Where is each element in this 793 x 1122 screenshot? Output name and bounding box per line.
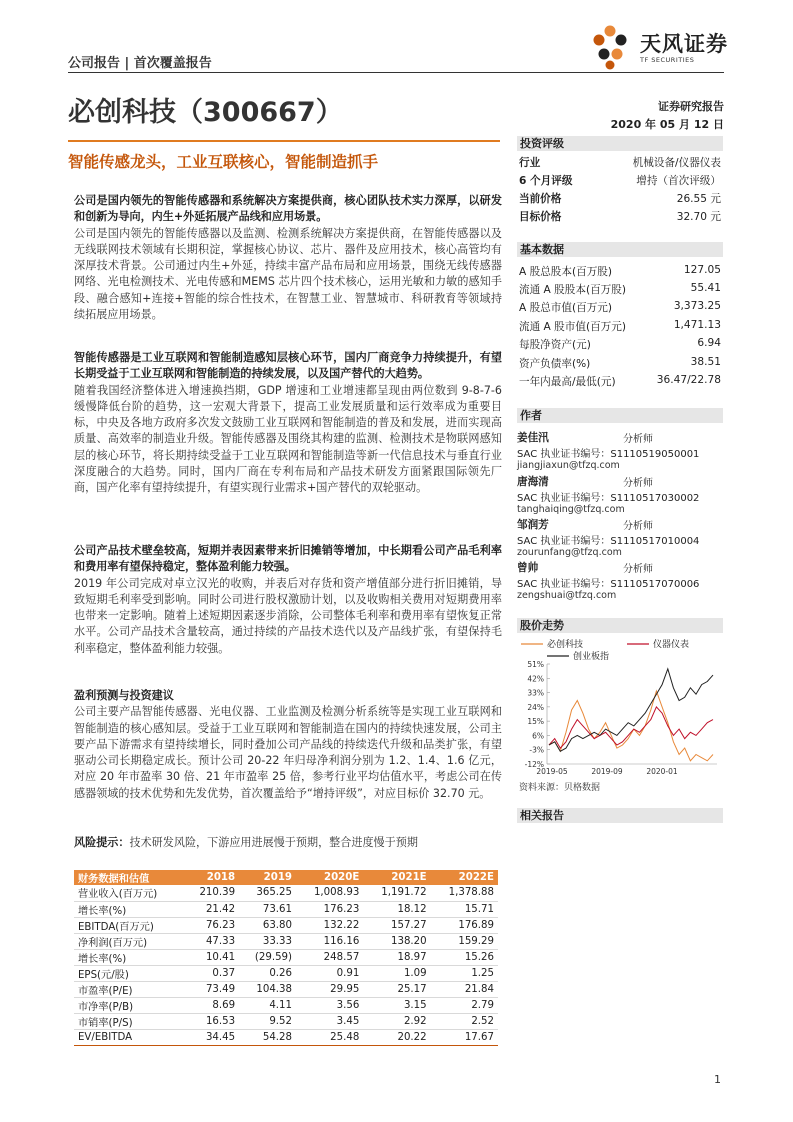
paragraph-body: 随着我国经济整体进入增速换挡期，GDP 增速和工业增速都呈现由两位数到 9-8-7-6 缓慢降低台阶的趋势，这一宏观大背景下，提高工业发展质量和运行效率成为重要目标，中央及各地方政府多次发文鼓励工业互联网和智能制造的普及和发展，进而实现高质量、高效率的制造业升级。智能传感器及围绕其构建的监测、检测技术是物联网感知层的核心环节，将长期持续受益于工业互联网和智能制造等新一代信息技术与垂直行业深度融合的大趋势。同时，国内厂商在专利布局和产品技术研发方面紧跟国际领先厂商，国产化率有望持续提升，有望实现行业需求+国产替代的双轮驱动。 bbox=[74, 383, 502, 495]
table-cell: 54.28 bbox=[239, 1029, 296, 1045]
table-cell: 2.79 bbox=[431, 997, 498, 1013]
table-cell: 63.80 bbox=[239, 917, 296, 933]
table-cell: 176.89 bbox=[431, 917, 498, 933]
paragraph-lead: 智能传感器是工业互联网和智能制造感知层核心环节，国内厂商竞争力持续提升，有望长期受益于工业互联网和智能制造的持续发展，以及国产替代的大趋势。 bbox=[74, 351, 502, 381]
table-cell: 3.45 bbox=[296, 1013, 363, 1029]
paragraph-lead: 公司是国内领先的智能传感器和系统解决方案提供商，核心团队技术实力深厚，以研发和创新为导向，内生+外延拓展产品线和应用场景。 bbox=[74, 194, 502, 224]
table-cell: 0.37 bbox=[184, 965, 239, 981]
table-row bbox=[74, 965, 498, 981]
page-title: 必创科技（300667） bbox=[68, 97, 343, 128]
table-cell: 10.41 bbox=[184, 949, 239, 965]
table-row bbox=[74, 933, 498, 949]
table-row bbox=[74, 1013, 498, 1029]
y-tick-label: 6% bbox=[532, 731, 544, 741]
rating-label: 目标价格 bbox=[519, 211, 562, 223]
table-cell: 29.95 bbox=[296, 981, 363, 997]
y-tick-label: 51% bbox=[527, 660, 544, 669]
basics-value: 55.41 bbox=[690, 282, 721, 294]
series-line bbox=[549, 669, 713, 752]
basics-label: A 股总股本(百万股) bbox=[519, 266, 613, 278]
basics-row bbox=[517, 356, 723, 374]
basics-row bbox=[517, 264, 723, 282]
row-label: 市盈率(P/E) bbox=[74, 981, 184, 997]
table-cell: 15.71 bbox=[431, 901, 498, 917]
header-rule bbox=[68, 72, 724, 73]
table-cell: (29.59) bbox=[239, 949, 296, 965]
rating-value: 增持（首次评级） bbox=[636, 175, 721, 187]
author-email[interactable]: tanghaiqing@tfzq.com bbox=[517, 504, 625, 515]
table-header: 2021E bbox=[363, 870, 430, 885]
x-tick-label: 2019-09 bbox=[591, 767, 623, 776]
table-cell: 20.22 bbox=[363, 1029, 430, 1045]
table-header: 2020E bbox=[296, 870, 363, 885]
basics-label: 一年内最高/最低(元) bbox=[519, 376, 616, 388]
table-cell: 47.33 bbox=[184, 933, 239, 949]
author-entry bbox=[517, 560, 723, 601]
table-cell: 73.49 bbox=[184, 981, 239, 997]
table-cell: 18.97 bbox=[363, 949, 430, 965]
title-rule bbox=[68, 140, 500, 142]
paragraph-lead: 公司产品技术壁垒较高，短期并表因素带来折旧摊销等增加，中长期看公司产品毛利率和费用率有望保持稳定，整体盈利能力较强。 bbox=[74, 544, 502, 574]
rating-heading: 投资评级 bbox=[517, 136, 723, 151]
rating-label: 行业 bbox=[519, 157, 541, 169]
table-cell: 2.52 bbox=[431, 1013, 498, 1029]
basics-label: 资产负债率(%) bbox=[519, 358, 591, 370]
logo-text: 天风证券 bbox=[640, 32, 728, 56]
author-name: 邹润芳 bbox=[517, 519, 549, 531]
table-cell: 3.15 bbox=[363, 997, 430, 1013]
table-cell: 73.61 bbox=[239, 901, 296, 917]
author-entry bbox=[517, 430, 723, 471]
table-cell: 0.26 bbox=[239, 965, 296, 981]
y-tick-label: -3% bbox=[529, 745, 544, 755]
author-role: 分析师 bbox=[623, 478, 653, 489]
basics-heading: 基本数据 bbox=[517, 242, 723, 257]
table-cell: 15.26 bbox=[431, 949, 498, 965]
paragraph-body: 公司是国内领先的智能传感器以及监测、检测系统解决方案提供商，在智能传感器以及无线联网技术领域有长期积淀，掌握核心协议、芯片、器件及应用技术，核心高管均有深厚技术背景。公司通过内生+外延，持续丰富产品布局和应用场景，围绕无线传感器网络、光电检测技术、光电传感和MEMS 芯片四个技术核心，运用光敏和力敏的感知手段、融合感知+连接+智能的综合性技术，在智慧工业、智慧城市、科研教育等领域持续拓展应用场景。 bbox=[74, 226, 502, 322]
row-label: 增长率(%) bbox=[74, 901, 184, 917]
paragraph-body: 2019 年公司完成对卓立汉光的收购，并表后对存货和资产增值部分进行折旧摊销，导致短期毛利率受到影响。同时公司进行股权激励计划，以及收购相关费用对短期费用率也带来一定影响。随着上述短期因素逐步消除，公司整体毛利率和费用率有望恢复正常水平。公司产品技术含量较高，通过持续的产品技术迭代以及产品线扩张，有望保持毛利率稳定，整体盈利能力较强。 bbox=[74, 576, 502, 655]
author-entry bbox=[517, 517, 723, 558]
author-cert: SAC 执业证书编号：S1110517030002 bbox=[517, 493, 700, 504]
legend-label: 创业板指 bbox=[573, 652, 610, 662]
row-label: 市净率(P/B) bbox=[74, 997, 184, 1013]
row-label: 净利润(百万元) bbox=[74, 933, 184, 949]
table-cell: 1,378.88 bbox=[431, 885, 498, 901]
author-name: 姜佳汛 bbox=[517, 432, 549, 444]
basics-row bbox=[517, 300, 723, 318]
paragraph bbox=[74, 193, 502, 323]
table-header: 2018 bbox=[184, 870, 239, 885]
logo-subtext: TF SECURITIES bbox=[640, 56, 695, 64]
author-cert: SAC 执业证书编号：S1110519050001 bbox=[517, 449, 700, 460]
table-header: 2019 bbox=[239, 870, 296, 885]
row-label: 增长率(%) bbox=[74, 949, 184, 965]
basics-value: 6.94 bbox=[697, 337, 721, 349]
page-number: 1 bbox=[714, 1073, 721, 1086]
rating-row bbox=[517, 173, 723, 191]
paragraph bbox=[74, 543, 502, 657]
table-cell: 1,008.93 bbox=[296, 885, 363, 901]
author-name: 曾帅 bbox=[517, 562, 539, 574]
row-label: EBITDA(百万元) bbox=[74, 917, 184, 933]
paragraph-lead: 盈利预测与投资建议 bbox=[74, 689, 174, 702]
table-cell: 34.45 bbox=[184, 1029, 239, 1045]
authors-heading: 作者 bbox=[517, 408, 723, 423]
table-cell: 2.92 bbox=[363, 1013, 430, 1029]
table-cell: 138.20 bbox=[363, 933, 430, 949]
subtitle: 智能传感龙头，工业互联核心，智能制造抓手 bbox=[68, 153, 379, 171]
table-cell: 18.12 bbox=[363, 901, 430, 917]
basics-row bbox=[517, 374, 723, 392]
rating-row bbox=[517, 209, 723, 227]
table-row bbox=[74, 917, 498, 933]
basics-value: 1,471.13 bbox=[673, 319, 721, 331]
author-name: 唐海清 bbox=[517, 476, 549, 488]
table-cell: 9.52 bbox=[239, 1013, 296, 1029]
y-tick-label: 33% bbox=[527, 688, 544, 698]
x-tick-label: 2020-01 bbox=[646, 767, 678, 776]
table-cell: 3.56 bbox=[296, 997, 363, 1013]
table-cell: 0.91 bbox=[296, 965, 363, 981]
rating-value: 机械设备/仪器仪表 bbox=[632, 157, 721, 169]
risk-warning bbox=[74, 834, 418, 850]
y-tick-label: -12% bbox=[524, 760, 544, 769]
table-cell: 1.09 bbox=[363, 965, 430, 981]
basics-value: 38.51 bbox=[690, 356, 721, 368]
table-cell: 132.22 bbox=[296, 917, 363, 933]
table-row bbox=[74, 1029, 498, 1045]
risk-text: 技术研发风险，下游应用进展慢于预期，整合进度慢于预期 bbox=[129, 836, 418, 849]
author-role: 分析师 bbox=[623, 564, 653, 575]
author-role: 分析师 bbox=[623, 521, 653, 532]
legend-label: 必创科技 bbox=[547, 640, 584, 650]
table-cell: 8.69 bbox=[184, 997, 239, 1013]
table-cell: 16.53 bbox=[184, 1013, 239, 1029]
table-cell: 21.84 bbox=[431, 981, 498, 997]
rating-label: 6 个月评级 bbox=[519, 175, 573, 187]
price-chart bbox=[517, 636, 723, 776]
table-cell: 210.39 bbox=[184, 885, 239, 901]
related-heading: 相关报告 bbox=[517, 808, 723, 823]
legend-label: 仪器仪表 bbox=[653, 640, 690, 650]
x-tick-label: 2019-05 bbox=[536, 767, 568, 776]
table-cell: 116.16 bbox=[296, 933, 363, 949]
author-cert: SAC 执业证书编号：S1110517010004 bbox=[517, 536, 700, 547]
table-cell: 21.42 bbox=[184, 901, 239, 917]
table-row bbox=[74, 997, 498, 1013]
table-row bbox=[74, 949, 498, 965]
y-tick-label: 15% bbox=[527, 717, 544, 727]
table-cell: 159.29 bbox=[431, 933, 498, 949]
row-label: EV/EBITDA bbox=[74, 1029, 184, 1045]
basics-value: 3,373.25 bbox=[673, 300, 721, 312]
paragraph bbox=[74, 350, 502, 497]
table-cell: 25.48 bbox=[296, 1029, 363, 1045]
financial-table bbox=[74, 870, 498, 1046]
author-email[interactable]: zourunfang@tfzq.com bbox=[517, 547, 622, 558]
table-cell: 1.25 bbox=[431, 965, 498, 981]
table-cell: 25.17 bbox=[363, 981, 430, 997]
report-category: 公司报告 | 首次覆盖报告 bbox=[68, 56, 212, 71]
table-cell: 33.33 bbox=[239, 933, 296, 949]
table-header: 2022E bbox=[431, 870, 498, 885]
table-cell: 157.27 bbox=[363, 917, 430, 933]
row-label: 营业收入(百万元) bbox=[74, 885, 184, 901]
basics-label: 流通 A 股市值(百万元) bbox=[519, 321, 626, 333]
table-cell: 76.23 bbox=[184, 917, 239, 933]
basics-label: 每股净资产(元) bbox=[519, 339, 591, 351]
author-role: 分析师 bbox=[623, 434, 653, 445]
author-email[interactable]: zengshuai@tfzq.com bbox=[517, 590, 617, 601]
basics-row bbox=[517, 319, 723, 337]
rating-row bbox=[517, 191, 723, 209]
basics-row bbox=[517, 282, 723, 300]
row-label: 市销率(P/S) bbox=[74, 1013, 184, 1029]
table-cell: 365.25 bbox=[239, 885, 296, 901]
basics-value: 36.47/22.78 bbox=[656, 374, 721, 386]
rating-value: 32.70 元 bbox=[676, 211, 721, 223]
rating-value: 26.55 元 bbox=[676, 193, 721, 205]
table-header: 财务数据和估值 bbox=[74, 870, 184, 885]
basics-label: A 股总市值(百万元) bbox=[519, 302, 613, 314]
author-entry bbox=[517, 474, 723, 515]
series-line bbox=[549, 707, 713, 748]
table-cell: 104.38 bbox=[239, 981, 296, 997]
table-row bbox=[74, 901, 498, 917]
risk-label: 风险提示： bbox=[74, 836, 130, 849]
rating-label: 当前价格 bbox=[519, 193, 562, 205]
report-type: 证券研究报告 bbox=[658, 100, 724, 113]
basics-value: 127.05 bbox=[683, 264, 721, 276]
author-email[interactable]: jiangjiaxun@tfzq.com bbox=[517, 460, 620, 471]
author-cert: SAC 执业证书编号：S1110517070006 bbox=[517, 579, 700, 590]
chart-heading: 股价走势 bbox=[517, 618, 723, 633]
rating-row bbox=[517, 155, 723, 173]
y-tick-label: 42% bbox=[527, 674, 544, 684]
paragraph bbox=[74, 688, 502, 802]
table-header-row bbox=[74, 870, 498, 885]
table-cell: 176.23 bbox=[296, 901, 363, 917]
basics-row bbox=[517, 337, 723, 355]
paragraph-body: 公司主要产品智能传感器、光电仪器、工业监测及检测分析系统等是实现工业互联网和智能制造的核心感知层。受益于工业互联网和智能制造在国内的持续快速发展，公司主要产品下游需求有望持续增长，同时叠加公司产品线的持续迭代升级和品类扩张，有望驱动公司长期稳定成长。预计公司 20-22 年归母净利润分别为 1.2、1.4、1.6 亿元，对应 20 年市盈率 30 倍、21 年市盈率 25 倍，参考行业平均估值水平，考虑公司在传感器领域的技术优势和先发优势，首次覆盖给予“增持评级”，对应目标价 32.70 元。 bbox=[74, 705, 502, 800]
table-cell: 248.57 bbox=[296, 949, 363, 965]
report-date: 2020 年 05 月 12 日 bbox=[610, 118, 724, 131]
chart-source: 资料来源：贝格数据 bbox=[519, 783, 601, 793]
table-row bbox=[74, 885, 498, 901]
row-label: EPS(元/股) bbox=[74, 965, 184, 981]
table-cell: 4.11 bbox=[239, 997, 296, 1013]
table-cell: 1,191.72 bbox=[363, 885, 430, 901]
table-cell: 17.67 bbox=[431, 1029, 498, 1045]
table-row bbox=[74, 981, 498, 997]
basics-label: 流通 A 股股本(百万股) bbox=[519, 284, 626, 296]
y-tick-label: 24% bbox=[527, 702, 544, 712]
